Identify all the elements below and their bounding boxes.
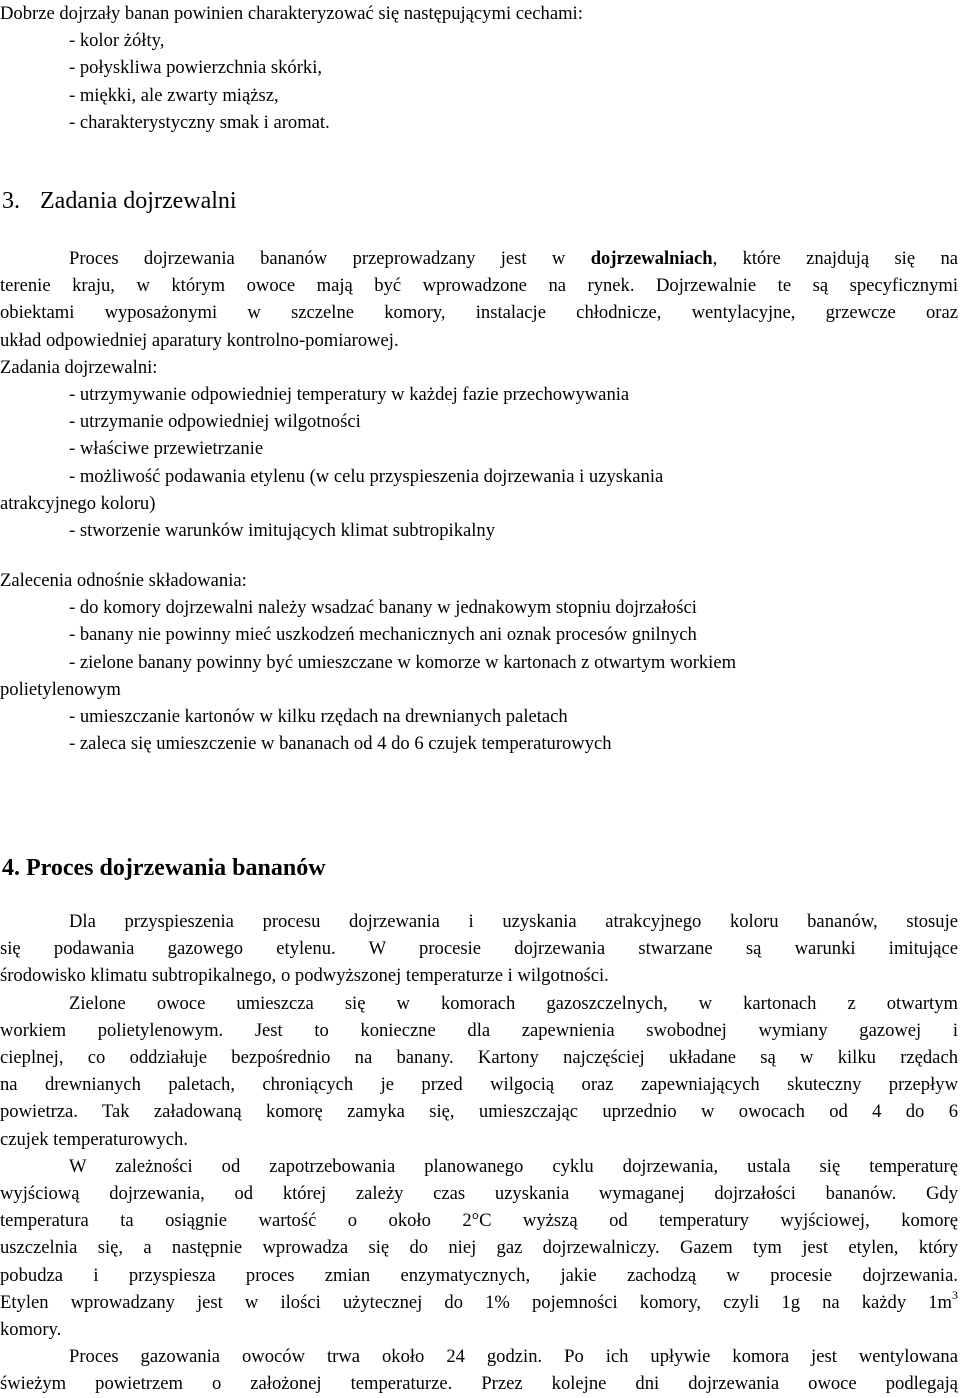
section-3-paragraph [0, 245, 958, 544]
storage-item: - umieszczanie kartonów w kilku rzędach na drewnianych paletach [69, 706, 568, 728]
paragraph-line: Etylen wprowadzany jest w ilości użytecznej do 1% pojemności komory, czyli 1g na każdy $1m^3$ [0, 1287, 958, 1313]
intro-lead: Dobrze dojrzały banan powinien charakteryzować się następującymi cechami: [0, 3, 583, 24]
feature-item: - charakterystyczny smak i aromat. [69, 111, 330, 133]
paragraph-line: workiem polietylenowym. Jest to konieczne dla zapewnienia swobodnej wymiany gazowej i [0, 1019, 958, 1041]
paragraph-line: czujek temperaturowych. [0, 1128, 188, 1150]
paragraph-line: wyjściową dojrzewania, od której zależy czas uzyskania wymaganej dojrzałości bananów. Gdy [0, 1183, 958, 1205]
intro-block [0, 0, 958, 136]
task-item: - właściwe przewietrzanie [69, 438, 264, 460]
feature-item: - kolor żółty, [69, 30, 165, 52]
task-item: - stworzenie warunków imitujących klimat subtropikalny [69, 520, 496, 542]
paragraph-line: układ odpowiedniej aparatury kontrolno-pomiarowej. [0, 329, 399, 351]
task-item: - utrzymanie odpowiedniej wilgotności [69, 411, 361, 433]
storage-item: - zaleca się umieszczenie w bananach od 4 do 6 czujek temperaturowych [69, 733, 612, 755]
paragraph-line: uszczelnia się, a następnie wprowadza się do niej gaz dojrzewalniczy. Gazem tym jest etylen, który [0, 1237, 958, 1259]
storage-item: - banany nie powinny mieć uszkodzeń mechanicznych ani oznak procesów gnilnych [69, 624, 697, 646]
paragraph-line: obiektami wyposażonymi w szczelne komory, instalacje chłodnicze, wentylacyjne, grzewcze oraz [0, 302, 958, 324]
paragraph-line: temperatura ta osiągnie wartość o około 2°C wyższą od temperatury wyjściowej, komorę [0, 1210, 958, 1232]
paragraph-line: świeżym powietrzem o założonej temperaturze. Przez kolejne dni dojrzewania owoce podlegają [0, 1373, 958, 1395]
section-4-body [0, 908, 958, 1398]
tasks-heading: Zadania dojrzewalni: [0, 356, 158, 378]
section-3-title: Zadania dojrzewalni [40, 188, 237, 214]
paragraph-line: powietrza. Tak załadowaną komorę zamyka się, umieszczając uprzednio w owocach od 4 do 6 [0, 1101, 958, 1123]
paragraph-line: pobudza i przyspiesza proces zmian enzymatycznych, jakie zachodzą w procesie dojrzewania. [0, 1264, 958, 1286]
paragraph-line: na drewnianych paletach, chroniących je przed wilgocią oraz zapewniających skuteczny przepływ [0, 1074, 958, 1096]
feature-item: - miękki, ale zwarty miąższ, [69, 84, 279, 106]
section-3-heading [2, 186, 960, 216]
paragraph-line: Proces dojrzewania bananów przeprowadzany jest w dojrzewalniach, które znajdują się na [69, 248, 958, 269]
paragraph-line: cieplnej, co oddziałuje bezpośrednio na banany. Kartony najczęściej układane są w kilku rzędach [0, 1047, 958, 1069]
bold-term: dojrzewalniach [590, 248, 713, 269]
task-item-continuation: atrakcyjnego koloru) [0, 492, 156, 514]
paragraph-line: Proces gazowania owoców trwa około 24 godzin. Po ich upływie komora jest wentylowana [69, 1346, 958, 1368]
storage-item-continuation: polietylenowym [0, 678, 121, 700]
task-item: - możliwość podawania etylenu (w celu przyspieszenia dojrzewania i uzyskania [69, 465, 664, 487]
storage-heading: Zalecenia odnośnie składowania: [0, 570, 247, 591]
section-4-heading: 4. Proces dojrzewania bananów [2, 855, 326, 881]
feature-item: - połyskliwa powierzchnia skórki, [69, 57, 323, 79]
storage-item: - zielone banany powinny być umieszczane w komorze w kartonach z otwartym workiem [69, 651, 737, 673]
storage-item: - do komory dojrzewalni należy wsadzać banany w jednakowym stopniu dojrzałości [69, 597, 697, 619]
superscript: 3 [952, 1287, 958, 1302]
storage-block [0, 567, 958, 757]
task-item: - utrzymywanie odpowiedniej temperatury w każdej fazie przechowywania [69, 384, 630, 406]
paragraph-line: komory. [0, 1319, 62, 1341]
paragraph-line: Zielone owoce umieszcza się w komorach gazoszczelnych, w kartonach z otwartym [69, 992, 958, 1014]
paragraph-line: środowisko klimatu subtropikalnego, o podwyższonej temperaturze i wilgotności. [0, 965, 609, 987]
paragraph-line: Dla przyspieszenia procesu dojrzewania i uzyskania atrakcyjnego koloru bananów, stosuje [69, 911, 958, 932]
section-3-number: 3. [2, 188, 20, 214]
paragraph-line: się podawania gazowego etylenu. W procesie dojrzewania stwarzane są warunki imitujące [0, 938, 958, 960]
paragraph-line: W zależności od zapotrzebowania planowanego cyklu dojrzewania, ustala się temperaturę [69, 1155, 958, 1177]
paragraph-line: terenie kraju, w którym owoce mają być wprowadzone na rynek. Dojrzewalnie te są specyficznymi [0, 275, 958, 297]
